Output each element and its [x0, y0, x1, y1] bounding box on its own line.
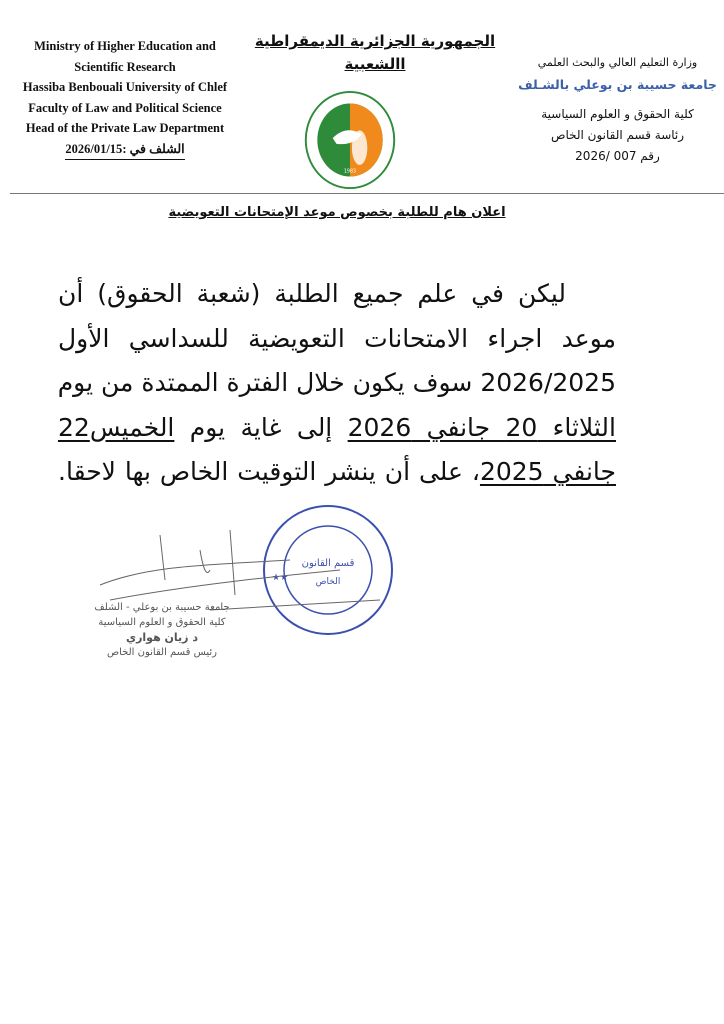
republic-title-line1: الجمهورية الجزائرية الديمقراطية	[254, 32, 496, 50]
republic-title	[240, 30, 510, 76]
university-ar: جامعة حسيبة بن بوعلي بالشـلف	[518, 77, 717, 92]
body-line-1: ليكن في علم جميع الطلبة (شعبة الحقوق) أن	[58, 279, 566, 308]
body-line-4	[58, 406, 616, 451]
stamp-center-line1: قسم القانون	[301, 558, 355, 569]
signatory-title: رئيس قسم القانون الخاص	[107, 647, 217, 658]
faculty-ar: كلية الحقوق و العلوم السياسية	[541, 107, 694, 121]
signature-block	[62, 600, 262, 660]
header-divider	[10, 193, 724, 194]
stamp-center-line2: الخاص	[315, 577, 341, 587]
university-logo	[302, 90, 398, 190]
end-day: الخميس22	[58, 412, 175, 442]
body-line-5-rest: ، على أن ينشر التوقيت الخاص بها لاحقا.	[58, 457, 480, 486]
faculty-en: Faculty of Law and Political Science	[28, 100, 222, 115]
signature-faculty: كلية الحقوق و العلوم السياسية	[98, 617, 226, 628]
ministry-en: Ministry of Higher Education and	[34, 39, 216, 53]
reference-number: رقم 007 /2026	[575, 149, 660, 163]
end-date: جانفي 2025	[479, 457, 616, 486]
signature-university: جامعة حسيبة بن بوعلي - الشلف	[94, 602, 230, 613]
department-ar: رئاسة قسم القانون الخاص	[550, 128, 685, 142]
body-line-5	[58, 450, 616, 495]
body-line-2: موعد اجراء الامتحانات التعويضية للسداسي الأول	[58, 323, 616, 353]
body-line-3: 2026/2025 سوف يكون خلال الفترة الممتدة من يوم	[57, 368, 616, 397]
logo-year: 1983	[343, 169, 357, 175]
start-date: الثلاثاء 20 جانفي 2026	[347, 412, 616, 442]
republic-title-line2: االشعبية	[344, 55, 406, 73]
ministry-en-2: Scientific Research	[74, 59, 176, 74]
announcement-title-text: اعلان هام للطلبة بخصوص موعد الإمتحانات التعويضية	[168, 205, 506, 220]
document-date: الشلف في :2026/01/15	[65, 139, 184, 161]
announcement-body	[58, 272, 616, 495]
university-en: Hassiba Benbouali University of Chlef	[22, 80, 228, 94]
signatory-name: د زيان هواري	[126, 631, 198, 644]
body-line-4-mid: إلى غاية يوم	[189, 412, 333, 442]
header-english	[0, 36, 250, 160]
stamp-stars: ★★	[272, 573, 289, 583]
announcement-title	[0, 205, 674, 220]
header-arabic	[510, 52, 724, 167]
ministry-ar: وزارة التعليم العالي والبحث العلمي	[537, 56, 698, 69]
department-en: Head of the Private Law Department	[25, 121, 225, 135]
